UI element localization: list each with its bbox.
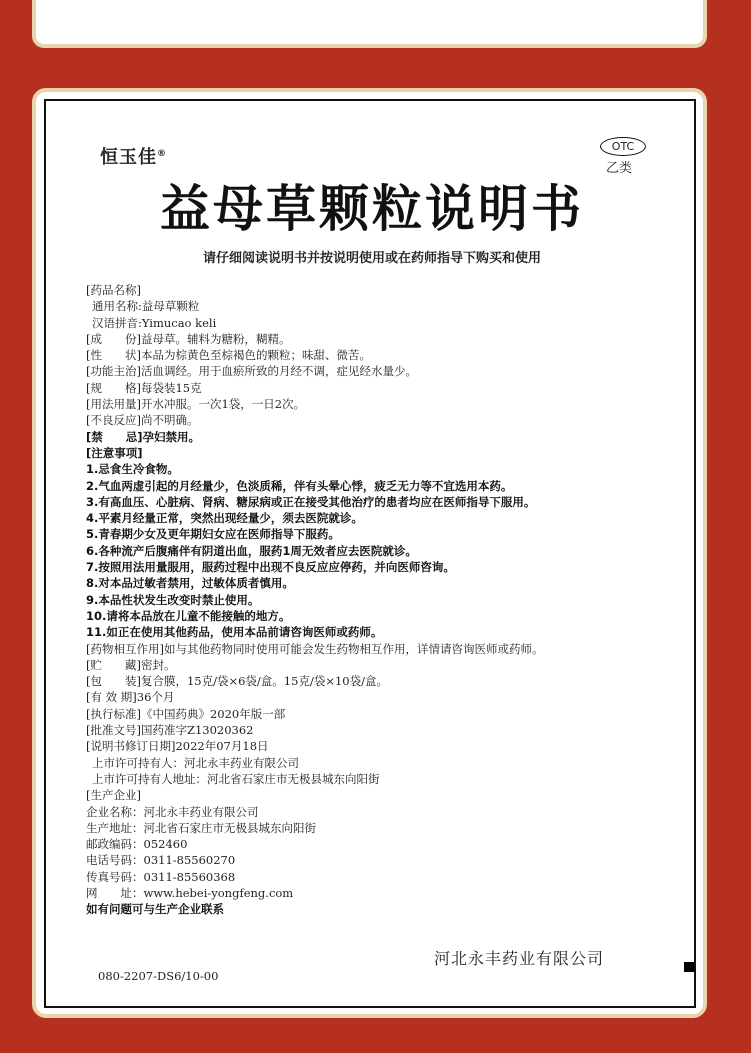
instruction-line: [药物相互作用]如与其他药物同时使用可能会发生药物相互作用，详情请咨询医师或药师。 [86,641,544,656]
instruction-line: 通用名称:益母草颗粒 [92,299,200,314]
instruction-line: 网 址：www.hebei-yongfeng.com [86,885,294,900]
instruction-line: [执行标准]《中国药典》2020年版一部 [86,706,286,721]
instruction-line: [性 状]本品为棕黄色至棕褐色的颗粒；味甜、微苦。 [86,348,371,363]
document-code: 080-2207-DS6/10-00 [98,969,219,983]
instruction-line: 企业名称：河北永丰药业有限公司 [86,804,259,819]
instruction-line: 如有问题可与生产企业联系 [86,902,224,917]
instruction-line: 6.各种流产后腹痛伴有阴道出血，服药1周无效者应去医院就诊。 [86,543,417,558]
instruction-line: [生产企业] [86,788,141,803]
instruction-line: [用法用量]开水冲服。一次1袋，一日2次。 [86,397,306,412]
instruction-line: [说明书修订日期]2022年07月18日 [86,739,269,754]
instruction-line: 10.请将本品放在儿童不能接触的地方。 [86,608,291,623]
otc-class-label: 乙类 [606,161,633,176]
instruction-line: [规 格]每袋装15克 [86,380,202,395]
instruction-line: 2.气血两虚引起的月经量少，色淡质稀，伴有头晕心悸，疲乏无力等不宜选用本药。 [86,478,513,493]
instruction-line: 5.青春期少女及更年期妇女应在医师指导下服药。 [86,527,340,542]
reading-notice: 请仔细阅读说明书并按说明使用或在药师指导下购买和使用 [202,251,541,266]
page-title: 益母草颗粒说明书 [160,180,584,238]
instruction-line: 上市许可持有人地址：河北省石家庄市无极县城东向阳街 [92,771,380,786]
instruction-line: [禁 忌]孕妇禁用。 [86,429,201,444]
top-card [32,0,707,48]
company-signature: 河北永丰药业有限公司 [434,949,605,968]
instruction-body [86,282,696,918]
instruction-line: [有 效 期]36个月 [86,690,175,705]
instruction-line: [成 份]益母草。辅料为糖粉，糊精。 [86,331,291,346]
instruction-line: 电话号码：0311-85560270 [86,853,236,868]
otc-badge: OTC [600,137,646,156]
instruction-line: 8.对本品过敏者禁用，过敏体质者慎用。 [86,576,294,591]
brand-logo: 恒玉佳® [100,147,167,168]
instruction-line: [不良反应]尚不明确。 [86,413,199,428]
instruction-line: 11.如正在使用其他药品，使用本品前请咨询医师或药师。 [86,625,383,640]
instruction-line: 9.本品性状发生改变时禁止使用。 [86,592,260,607]
instruction-line: 汉语拼音:Yimucao keli [92,315,217,330]
instruction-line: [功能主治]活血调经。用于血瘀所致的月经不调，症见经水量少。 [86,364,417,379]
instruction-line: [包 装]复合膜，15克/袋×6袋/盒。15克/袋×10袋/盒。 [86,674,388,689]
instruction-line: [药品名称] [86,283,141,297]
instruction-line: [贮 藏]密封。 [86,657,176,672]
instruction-line: [批准文号]国药准字Z13020362 [86,723,254,738]
registration-mark [684,962,694,972]
instruction-line: 上市许可持有人：河北永丰药业有限公司 [92,755,299,770]
instruction-line: [注意事项] [86,445,143,460]
instruction-line: 3.有高血压、心脏病、肾病、糖尿病或正在接受其他治疗的患者均应在医师指导下服用。 [86,494,536,509]
instruction-sheet [44,99,696,1008]
instruction-line: 4.平素月经量正常，突然出现经量少，须去医院就诊。 [86,511,363,526]
instruction-line: 邮政编码：052460 [86,837,188,852]
instruction-line: 传真号码：0311-85560368 [86,869,236,884]
instruction-line: 7.按照用法用量服用，服药过程中出现不良反应应停药，并向医师咨询。 [86,560,455,575]
instruction-line: 1.忌食生冷食物。 [86,462,179,477]
instruction-line: 生产地址：河北省石家庄市无极县城东向阳街 [86,820,316,835]
